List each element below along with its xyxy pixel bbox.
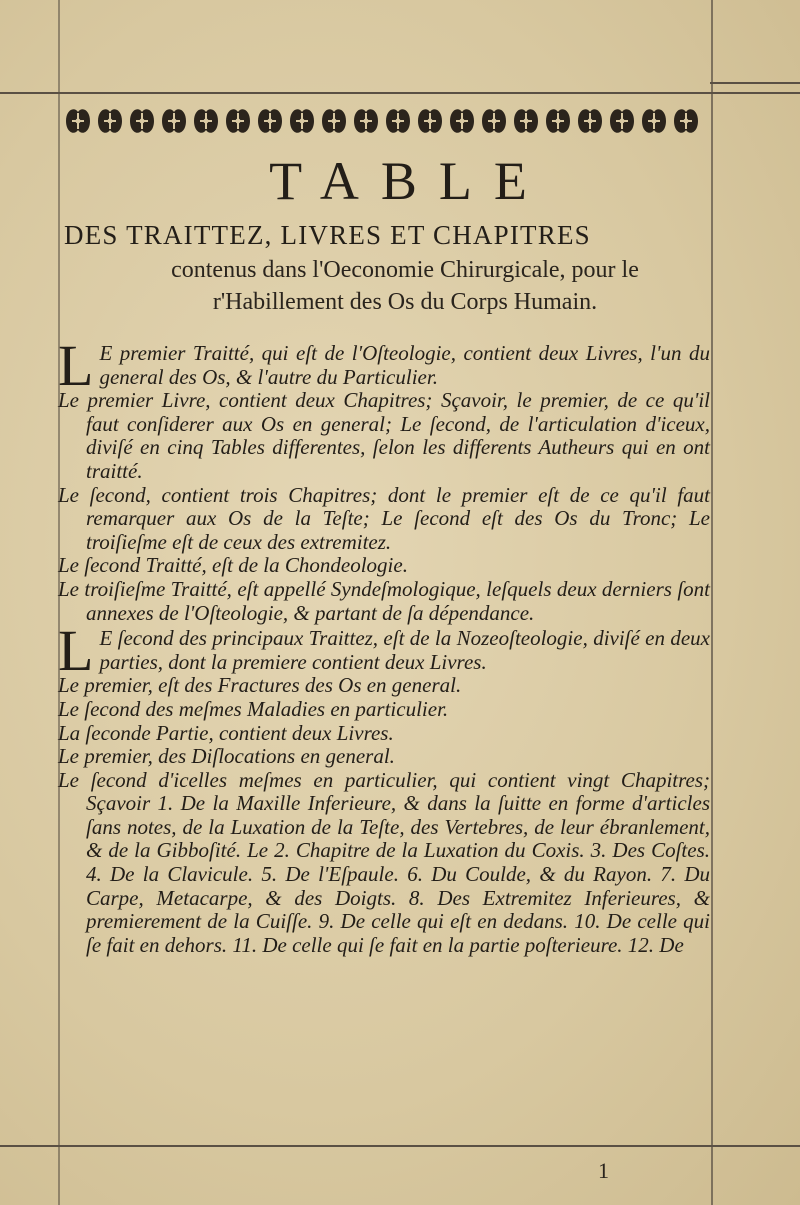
list-item: Le ſecond d'icelles meſmes en particulier, qui contient vingt Chapitres; Sçavoir 1. De la Maxille Inferieure, & dans la ſuitte en forme d'articles ſans notes, de la Luxation de la Teſte, des Vertebres, de leur ébranlement, & de la Gibboſité. Le 2. Chapitre de la Luxation du Coxis. 3. Des Coſtes. 4. De la Clavicule. 5. De l'Eſpaule. 6. Du Coulde, & du Rayon. 7. Du Carpe, Metacarpe, & des Doigts. 8. Des Extremitez Inferieures, & premierement de la Cuiſſe. 9. De celle qui eſt en dedans. 10. De celle qui ſe fait en dehors. 11. De celle qui ſe fait en la partie poſterieure. 12. De — [58, 767, 710, 957]
drop-cap: L — [58, 333, 94, 398]
section-2-intro — [58, 618, 710, 684]
section-2-first: E ſecond des principaux Traittez, eſt de la Nozeoſteologie, diviſé en deux parties, dont la premiere contient deux Livres. — [99, 626, 710, 674]
section-1-intro — [58, 333, 710, 398]
drop-cap: L — [58, 618, 94, 684]
list-item: Le premier, des Diſlocations en general. — [58, 744, 395, 769]
list-item: Le troiſieſme Traitté, eſt appellé Syndeſmologique, leſquels deux derniers ſont annexes de l'Oſteologie, & partant de ſa dépendance. — [58, 576, 710, 625]
section-1-first: E premier Traitté, qui eſt de l'Oſteologie, contient deux Livres, l'un du general des Os, & l'autre du Particulier. — [99, 341, 710, 389]
fleuron-border-icon — [62, 102, 714, 140]
ornament-band — [62, 102, 714, 140]
frame-line-top-right — [710, 82, 800, 84]
subtitle-line-2: r'Habillement des Os du Corps Humain. — [212, 289, 598, 315]
table-of-contents-body — [58, 333, 710, 957]
list-item: Le ſecond des meſmes Maladies en particulier. — [58, 696, 449, 721]
frame-line-top — [0, 92, 800, 94]
page-title: TABLE — [269, 151, 549, 211]
list-item: Le premier Livre, contient deux Chapitres; Sçavoir, le premier, de ce qu'il faut conſiderer aux Os en general; Le ſecond, de l'articulation d'iceux, diviſé en cinq Tables differentes, ſelon les differents Autheurs qui en ont traitté. — [58, 388, 710, 483]
list-item: Le ſecond Traitté, eſt de la Chondeologie. — [58, 553, 408, 578]
subtitle-caps: DES TRAITTEZ, LIVRES ET CHAPITRES — [64, 220, 591, 250]
list-item: La ſeconde Partie, contient deux Livres. — [58, 720, 394, 745]
frame-line-bottom — [0, 1145, 800, 1147]
list-item: Le premier, eſt des Fractures des Os en general. — [58, 673, 462, 698]
subtitle-line-1: contenus dans l'Oeconomie Chirurgicale, pour le — [171, 257, 639, 283]
page-number: 1 — [598, 1158, 609, 1183]
list-item: Le ſecond, contient trois Chapitres; dont le premier eſt de ce qu'il faut remarquer aux Os de la Teſte; Le ſecond eſt des Os du Tronc; Le troiſieſme eſt de ceux des extremitez. — [58, 482, 710, 554]
